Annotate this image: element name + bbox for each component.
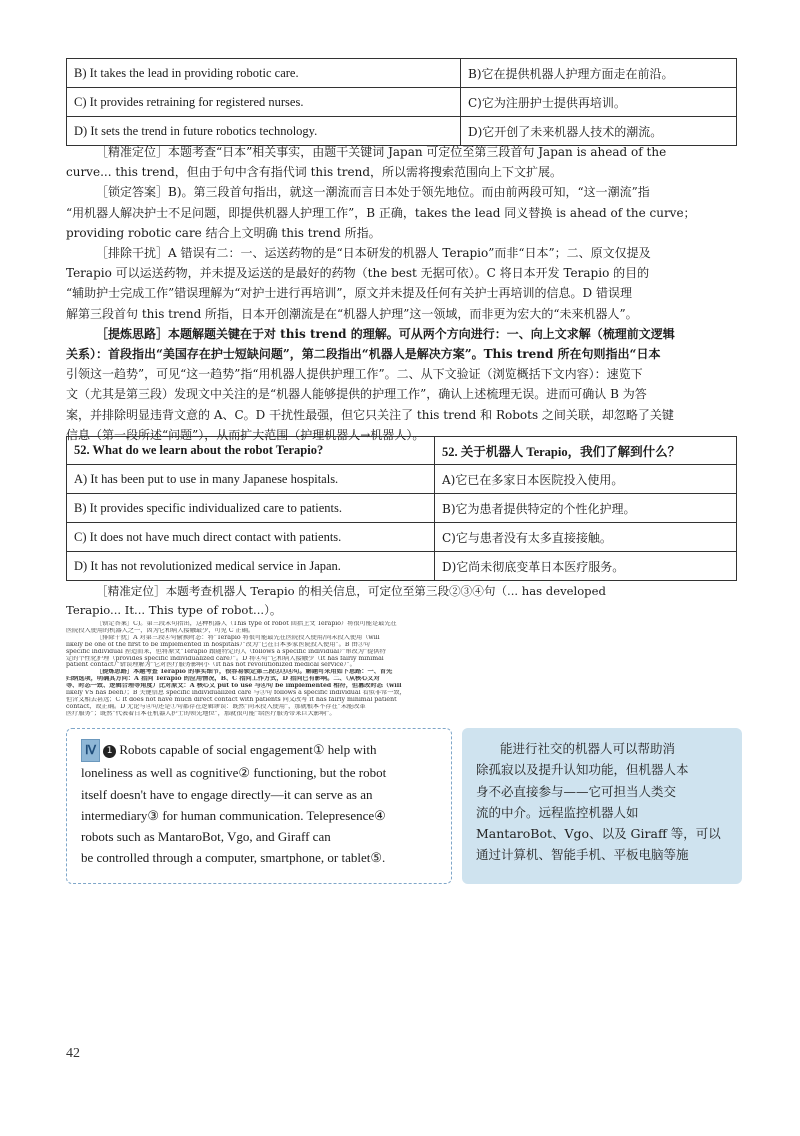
table-row	[67, 494, 737, 523]
passage-line: itself doesn't have to engage directly—it can serve as an	[81, 786, 373, 802]
option-zh: D)它尚未彻底变革日本医疗服务。	[435, 552, 737, 581]
explain-line: 案，并排除明显违背文意的 A、C。D 干扰性最强，但它只关注了 this trend 和 Robots 之间关联，却忽略了关键	[66, 407, 674, 422]
option-en: D) It has not revolutionized medical service in Japan.	[67, 552, 435, 581]
option-zh: A)它已在多家日本医院投入使用。	[435, 465, 737, 494]
explain-line: 医疗服务”；既然“代表着日本在机器人护士的领先地位”，那就很可能“给医疗服务带来巨大影响”。	[66, 710, 336, 717]
passage-line: MantaroBot、Vgo、以及 Giraff 等，可以	[476, 826, 721, 842]
passage-text: Robots capable of social engagement① help with	[119, 742, 377, 757]
explain-line: Terapio... It... This type of robot...）。	[66, 603, 282, 618]
option-zh: D)它开创了未来机器人技术的潮流。	[461, 117, 737, 146]
explain-line: 解第三段首句 this trend 所指，日本开创潮流是在“机器人护理”这一领域，而非更为宏大的“未来机器人”。	[66, 306, 638, 321]
explain-line: contact，故正确。D 无论与④句还是①句都存在逻辑谬误：既然“尚未投入使用”，那就根本不存在“未能改革	[66, 703, 366, 710]
explain-line: ［锁定答案］C)。第三段末句指出，这种机器人（This type of robot 回指上文 Terapio）将很可能是最先在	[96, 621, 397, 627]
table-row	[67, 465, 737, 494]
passage-line: 流的中介。远程监控机器人如	[476, 804, 639, 820]
explain-line: 医院投入使用的机器人之一，因为它和病人接触最少，可见 C 正确。	[66, 627, 255, 634]
option-zh: B)它在提供机器人护理方面走在前沿。	[461, 59, 737, 88]
passage-line	[81, 739, 441, 762]
table-row	[67, 552, 737, 581]
explain-line: curve... this trend，但由于句中含有指代词 this trend，所以需将搜索范围向上下文扩展。	[66, 165, 563, 180]
explain-line: “辅助护士完成工作”错误理解为“对护士进行再培训”，原文并未提及任何有关护士再培训的信息。D 错误理	[66, 286, 632, 301]
explain-line: 定的个性化护理（provides specific individualized care）”。D 将④句“它和病人接触少（It has fairly minimal	[66, 655, 384, 662]
table-row	[67, 88, 737, 117]
explain-line: 引领这一趋势”，可见“这一趋势”指“用机器人提供护理工作”。二、从下文验证（浏览概括下文内容）：速览下	[66, 367, 643, 382]
explain-line: ［提炼思路］本题考查 Terapio 的事实细节，很容易锁定第三段②③④句。解题可采用如下思路：一、首先	[96, 669, 393, 676]
option-en: A) It has been put to use in many Japanese hospitals.	[67, 465, 435, 494]
passage-line: 身不必直接参与——它可担当人类交	[476, 783, 677, 799]
explain-line: Terapio 可以运送药物，并未提及运送的是最好的药物（the best 无据可依）。C 将日本开发 Terapio 的目的	[66, 266, 650, 281]
passage-line	[81, 805, 441, 826]
explain-line: 信息（第一段所述“问题”），从而扩大范围（护理机器人→机器人）。	[66, 427, 425, 442]
explain-line: ［提炼思路］本题解题关键在于对 this trend 的理解。可从两个方向进行：一、向上文求解（梳理前文逻辑	[96, 326, 675, 341]
option-en: B) It takes the lead in providing robotic care.	[67, 59, 461, 88]
table-header-row	[67, 437, 737, 465]
explain-line: likely be one of the first to be implemented in hospitals）”改为“已在日本多家医院投入使用”。B 由③句	[66, 641, 370, 648]
explain-line: 但含义相去甚远；C It does not have much direct contact with patients 同义改写 it has fairly minimal patient	[66, 696, 397, 703]
passage-line: loneliness as well as cognitive② functioning, but the robot	[81, 765, 387, 781]
explain-line: ［精准定位］本题考查“日本”相关事实，由题干关键词 Japan 可定位至第三段首句 Japan is ahead of the	[96, 145, 667, 159]
option-en: C) It does not have much direct contact with patients.	[67, 523, 435, 552]
passage-text: intermediary③ for human communication. Telepresence④	[81, 807, 386, 823]
option-zh: C)它为注册护士提供再培训。	[461, 88, 737, 117]
explain-line: 等、时态一致、逻辑合理等角度）比对原文：A 核心义 put to use 与④句 be implemented 相符，但篡改时态（will	[66, 683, 402, 690]
explain-line: “用机器人解决护士不足问题，即提供机器人护理工作”，B 正确，takes the lead 同义替换 is ahead of the curve；	[66, 205, 696, 220]
explain-line: 关系）：首段指出“美国存在护士短缺问题”，第二段指出“机器人是解决方案”。This trend 所在句则指出“日本	[66, 347, 661, 362]
explain-line: ［排除干扰］A 对第三段④句偷换时态：将“Terapio 将很可能最先在医院投入使用/尚未投入使用（will	[96, 634, 380, 641]
explain-line: providing robotic care 结合上文明确 this trend 所指。	[66, 225, 381, 240]
explain-line: ［精准定位］本题考查机器人 Terapio 的相关信息，可定位至第三段②③④句（... has developed	[96, 584, 606, 598]
option-zh: C)它与患者没有太多直接接触。	[435, 523, 737, 552]
q52-options-table	[66, 436, 737, 581]
page-number: 42	[66, 1046, 80, 1061]
option-zh: B)它为患者提供特定的个性化护理。	[435, 494, 737, 523]
table-row	[67, 523, 737, 552]
q51-explanation	[66, 142, 742, 445]
explain-line: likely VS has been）；B 关键信息 specific individualized care 与③句 follows a specific individual 看似非常一致，	[66, 690, 406, 697]
explain-line: 文（尤其是第三段）发现文中关注的是“机器人能够提供的护理工作”，确认上述梳理无误。进而可确认 B 为答	[66, 387, 647, 402]
passage-line: 通过计算机、智能手机、平板电脑等施	[476, 847, 689, 863]
passage-line: robots such as MantaroBot, Vgo, and Giraff can	[81, 829, 331, 845]
q51-options-table	[66, 58, 737, 146]
question-en: 52. What do we learn about the robot Terapio?	[67, 437, 435, 465]
explain-line: ［锁定答案］B)。第三段首句指出，就这一潮流而言日本处于领先地位。而由前两段可知，“这一潮流”指	[96, 185, 650, 200]
section-mark: Ⅳ	[81, 739, 100, 762]
explain-line: ［排除干扰］A 错误有二：一、运送药物的是“日本研发的机器人 Terapio”而非“日本”；二、原文仅提及	[96, 246, 651, 261]
option-en: D) It sets the trend in future robotics technology.	[67, 117, 461, 146]
passage-line: 除孤寂以及提升认知功能，但机器人本	[476, 762, 689, 778]
passage-english-box	[66, 728, 452, 884]
question-zh: 52. 关于机器人 Terapio，我们了解到什么？	[435, 437, 737, 465]
passage-line: be controlled through a computer, smartphone, or tablet⑤.	[81, 850, 386, 866]
explain-line: specific individual 捏造而来，但将原文“Terapio 跟随特定的人（follows a specific individual）”窜改为“提供特	[66, 648, 386, 655]
sentence-number-icon: 1	[103, 745, 116, 758]
passage-line: 能进行社交的机器人可以帮助消	[500, 741, 676, 756]
q52-explanation	[66, 582, 742, 621]
option-en: B) It provides specific individualized care to patients.	[67, 494, 435, 523]
explain-line: patient contact）”错误理解为“它对医疗服务影响小（It has not revolutionized medical service）”。	[66, 662, 356, 669]
explain-line: 归纳选项，明确其方向：A 指向 Terapio 的应用情况，B、C 指向工作方式，D 指向已有影响。二、（从核心义对	[66, 676, 380, 683]
option-en: C) It provides retraining for registered nurses.	[67, 88, 461, 117]
table-row	[67, 59, 737, 88]
passage-chinese-box	[462, 728, 742, 884]
q52-explanation-detail	[66, 621, 742, 718]
